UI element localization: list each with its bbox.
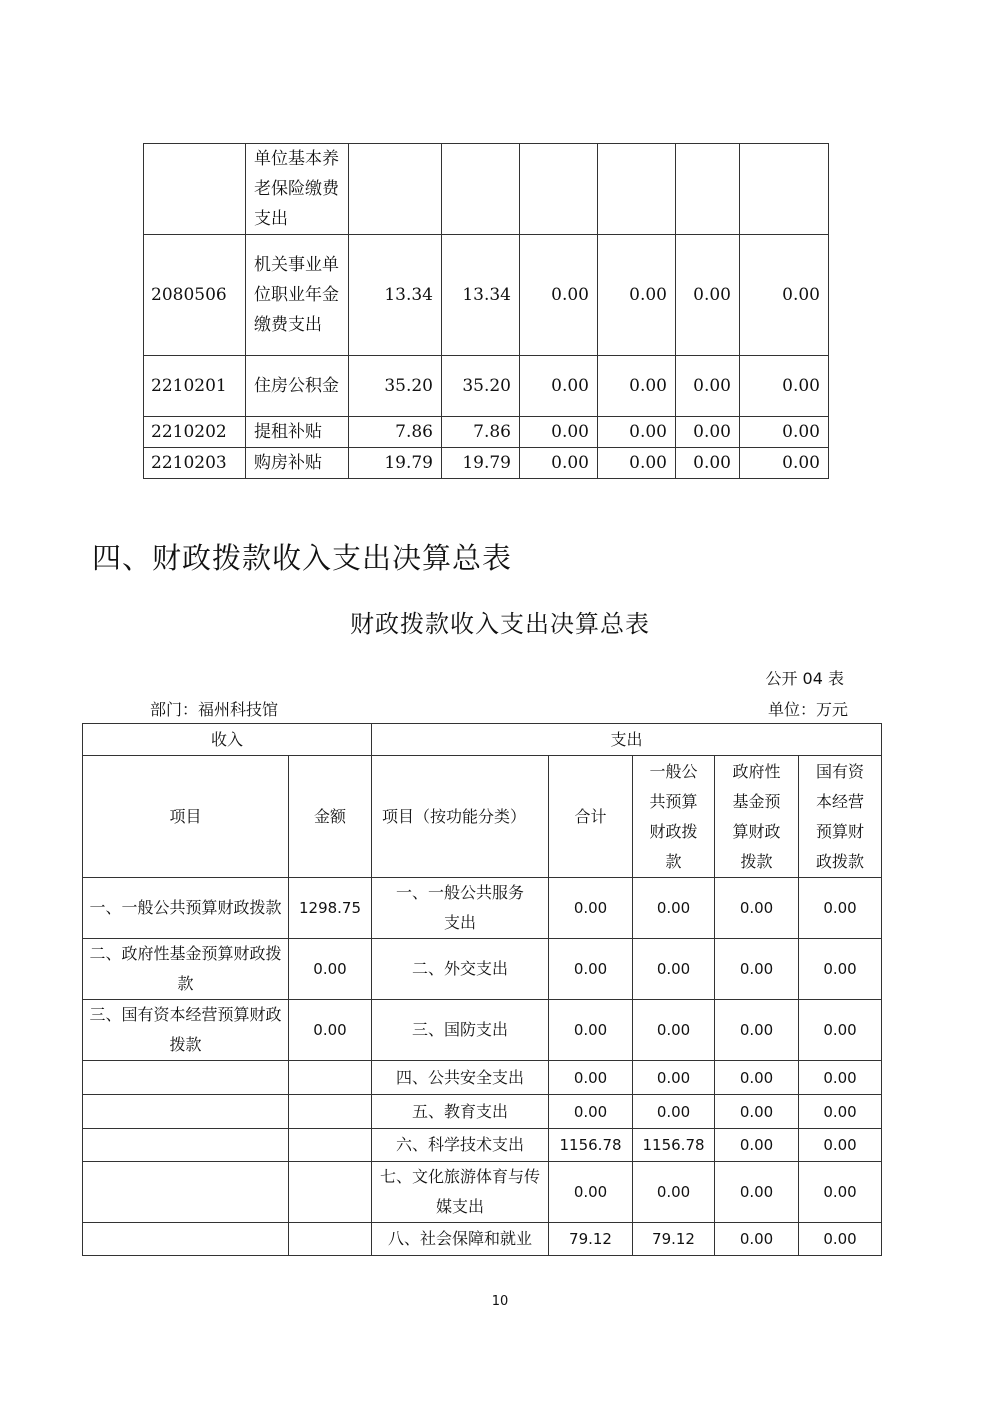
income-group-header: 收入 (83, 724, 372, 756)
row-code (144, 144, 246, 235)
row-value: 7.86 (442, 417, 520, 448)
expense-fund: 0.00 (715, 1000, 799, 1061)
income-amount (289, 1095, 372, 1129)
expense-state: 0.00 (799, 1129, 882, 1162)
row-value: 13.34 (442, 235, 520, 356)
expense-fund: 0.00 (715, 939, 799, 1000)
income-amount: 0.00 (289, 1000, 372, 1061)
expense-item: 八、社会保障和就业 (372, 1223, 549, 1256)
income-item: 二、政府性基金预算财政拨款 (83, 939, 289, 1000)
row-value: 0.00 (740, 235, 829, 356)
expense-general: 79.12 (633, 1223, 715, 1256)
expense-state: 0.00 (799, 878, 882, 939)
header-total: 合计 (549, 756, 633, 878)
table-row (83, 1000, 882, 1061)
expense-general: 0.00 (633, 1061, 715, 1095)
expense-state: 0.00 (799, 1095, 882, 1129)
table-row (83, 939, 882, 1000)
continuation-table (143, 143, 829, 479)
expense-item: 二、外交支出 (372, 939, 549, 1000)
income-amount (289, 1129, 372, 1162)
row-value (349, 144, 442, 235)
expense-state: 0.00 (799, 1162, 882, 1223)
expense-fund: 0.00 (715, 1162, 799, 1223)
income-item: 三、国有资本经营预算财政拨款 (83, 1000, 289, 1061)
row-code: 2210201 (144, 356, 246, 417)
table-row (144, 144, 829, 235)
income-amount: 0.00 (289, 939, 372, 1000)
row-value: 0.00 (520, 448, 598, 479)
expense-total: 79.12 (549, 1223, 633, 1256)
expense-item: 五、教育支出 (372, 1095, 549, 1129)
expense-state: 0.00 (799, 1223, 882, 1256)
income-item (83, 1223, 289, 1256)
row-value: 0.00 (520, 417, 598, 448)
table-number: 公开 04 表 (765, 669, 844, 688)
expense-fund: 0.00 (715, 1223, 799, 1256)
expense-general: 0.00 (633, 1000, 715, 1061)
row-value (442, 144, 520, 235)
table-row (83, 1129, 882, 1162)
expense-item: 三、国防支出 (372, 1000, 549, 1061)
row-name: 机关事业单位职业年金缴费支出 (246, 235, 349, 356)
row-value: 0.00 (520, 235, 598, 356)
page-number: 10 (491, 1294, 509, 1309)
row-value (520, 144, 598, 235)
row-value: 35.20 (442, 356, 520, 417)
expense-general: 0.00 (633, 939, 715, 1000)
header-item: 项目 (83, 756, 289, 878)
expense-total: 1156.78 (549, 1129, 633, 1162)
income-item (83, 1129, 289, 1162)
income-amount (289, 1061, 372, 1095)
row-value: 0.00 (676, 417, 740, 448)
expense-state: 0.00 (799, 1000, 882, 1061)
header-fund-budget: 政府性基金预算财政拨款 (715, 756, 799, 878)
expense-total: 0.00 (549, 1095, 633, 1129)
expense-item: 七、文化旅游体育与传媒支出 (372, 1162, 549, 1223)
header-amount: 金额 (289, 756, 372, 878)
expense-item: 一、一般公共服务支出 (372, 878, 549, 939)
expense-total: 0.00 (549, 1162, 633, 1223)
row-value: 0.00 (598, 235, 676, 356)
income-item (83, 1061, 289, 1095)
row-value: 0.00 (676, 448, 740, 479)
row-value: 0.00 (676, 235, 740, 356)
row-value: 0.00 (520, 356, 598, 417)
expense-general: 0.00 (633, 1095, 715, 1129)
row-value: 0.00 (598, 417, 676, 448)
table-row (83, 1095, 882, 1129)
row-value: 13.34 (349, 235, 442, 356)
fiscal-summary-table (82, 723, 882, 1256)
row-code: 2080506 (144, 235, 246, 356)
table-row (144, 417, 829, 448)
income-item (83, 1095, 289, 1129)
row-code: 2210202 (144, 417, 246, 448)
income-item (83, 1162, 289, 1223)
header-function-item: 项目（按功能分类） (372, 756, 549, 878)
row-value: 0.00 (598, 448, 676, 479)
row-value: 19.79 (442, 448, 520, 479)
department-label: 部门：福州科技馆 (150, 700, 279, 719)
unit-label: 单位：万元 (767, 700, 848, 719)
row-value: 35.20 (349, 356, 442, 417)
income-item: 一、一般公共预算财政拨款 (83, 878, 289, 939)
expense-item: 四、公共安全支出 (372, 1061, 549, 1095)
row-name: 购房补贴 (246, 448, 349, 479)
row-value (740, 144, 829, 235)
row-value (598, 144, 676, 235)
table-row (83, 1162, 882, 1223)
expense-state: 0.00 (799, 939, 882, 1000)
column-header-row (83, 756, 882, 878)
income-amount (289, 1223, 372, 1256)
table-row (83, 1061, 882, 1095)
expense-general: 0.00 (633, 1162, 715, 1223)
row-value: 0.00 (740, 448, 829, 479)
expense-fund: 0.00 (715, 1129, 799, 1162)
expense-state: 0.00 (799, 1061, 882, 1095)
header-state-capital: 国有资本经营预算财政拨款 (799, 756, 882, 878)
row-value: 0.00 (676, 356, 740, 417)
row-value: 19.79 (349, 448, 442, 479)
row-value: 0.00 (740, 417, 829, 448)
expense-total: 0.00 (549, 939, 633, 1000)
group-header-row (83, 724, 882, 756)
expense-general: 0.00 (633, 878, 715, 939)
expense-fund: 0.00 (715, 878, 799, 939)
table-row (144, 235, 829, 356)
income-amount: 1298.75 (289, 878, 372, 939)
table-row (83, 1223, 882, 1256)
row-value: 0.00 (598, 356, 676, 417)
section-heading: 四、财政拨款收入支出决算总表 (92, 541, 513, 575)
table-row (144, 356, 829, 417)
row-name: 住房公积金 (246, 356, 349, 417)
income-amount (289, 1162, 372, 1223)
expense-item: 六、科学技术支出 (372, 1129, 549, 1162)
header-general-budget: 一般公共预算财政拨款 (633, 756, 715, 878)
row-value: 0.00 (740, 356, 829, 417)
table-row (144, 448, 829, 479)
table-title: 财政拨款收入支出决算总表 (350, 610, 650, 638)
expense-total: 0.00 (549, 1061, 633, 1095)
row-value (676, 144, 740, 235)
expense-fund: 0.00 (715, 1095, 799, 1129)
expense-group-header: 支出 (372, 724, 882, 756)
expense-total: 0.00 (549, 878, 633, 939)
row-name: 单位基本养老保险缴费支出 (246, 144, 349, 235)
expense-total: 0.00 (549, 1000, 633, 1061)
row-value: 7.86 (349, 417, 442, 448)
expense-general: 1156.78 (633, 1129, 715, 1162)
table-row (83, 878, 882, 939)
row-name: 提租补贴 (246, 417, 349, 448)
expense-fund: 0.00 (715, 1061, 799, 1095)
row-code: 2210203 (144, 448, 246, 479)
